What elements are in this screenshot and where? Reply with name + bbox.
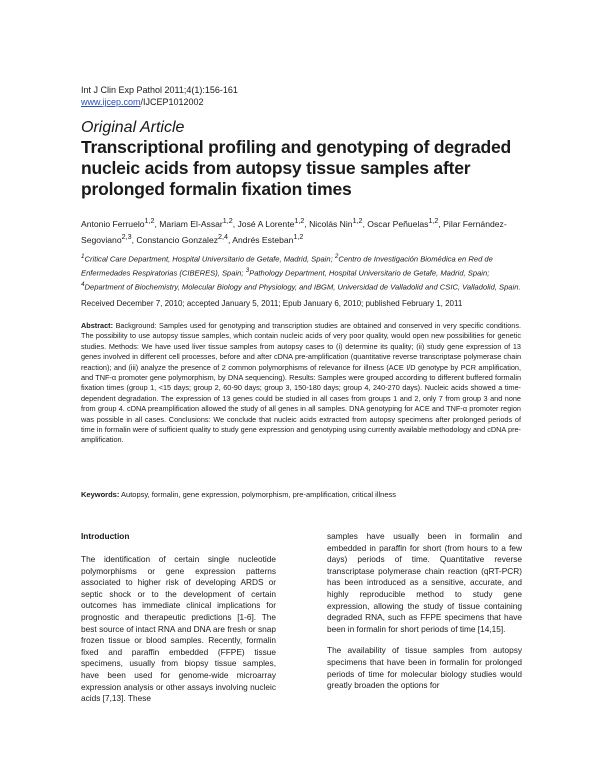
journal-doi: /IJCEP1012002 xyxy=(140,97,204,107)
paragraph: samples have usually been in formalin and embedded in paraffin for short (from hours to a few days) periods of time. Quantitative reverse transcriptase polymerase chain reaction (qRT-PCR) has been introduced as a sensitive, accurate, and highly reproducible method to study gene expression, allowing the study of tissue containing degraded RNA, such as FFPE specimens that have been in formalin for short periods of time [14,15]. xyxy=(327,531,522,634)
journal-citation: Int J Clin Exp Pathol 2011;4(1):156-161 xyxy=(81,85,238,95)
abstract xyxy=(81,321,521,446)
author-list: Antonio Ferruelo$^{1,2}$, Mariam El-Assar$^{1,2}$, José A Lorente$^{1,2}$, Nicolás Nin$^{1,2}$, Oscar Peñuelas$^{1,2}$, Pilar Fernández-Segoviano$^{2,3}$, Constancio Gonzalez$^{2,4}$, Andrés Esteban$^{1,2}$ xyxy=(81,217,507,245)
keywords-text: Autopsy, formalin, gene expression, polymorphism, pre-amplification, critical illness xyxy=(121,490,396,499)
publication-dates: Received December 7, 2010; accepted January 5, 2011; Epub January 6, 2010; published February 1, 2011 xyxy=(81,299,463,308)
section-heading-introduction: Introduction xyxy=(81,531,130,541)
keywords-label: Keywords: xyxy=(81,490,120,499)
abstract-text: Background: Samples used for genotyping and transcription studies are obtained and conserved in very specific conditions. The possibility to use autopsy tissue samples, which contain nucleic acids of very poor quality, would open new possibilities for genetic studies. Methods: We have used liver tissue samples from autopsy cases to (i) determine its quality; (ii) study gene expression of 13 genes involved in different cell processes, before and after cDNA pre-amplification (quantitative reverse transcriptase polymerase chain reaction); and (iii) analyze the presence of 2 common polymorphisms of relevance for illness (ACE I/D genotype by PCR amplification, and TNF-α promoter gene polymorphism, by DNA sequencing). Results: Samples were grouped according to different buffered formalin fixation times (group 1, <15 days; group 2, 60-90 days; group 3, 150-180 days; group 4, 240-270 days). Nucleic acids showed a time-dependent degradation. The expression of 13 genes could be studied in all cases from groups 1 and 2, only 7 from group 3 and none from group 4. cDNA preamplification allowed the study of all genes in all samples. DNA genotyping for ACE and TNF-α promoter region was possible in all cases. Conclusions: We conclude that nucleic acids extracted from autopsy specimens after prolonged periods of time in formalin were of sufficient quality to study gene expression and genotyping using currently available methodology and cDNA pre-amplification. xyxy=(81,321,521,445)
affiliations: $^1$Critical Care Department, Hospital Universitario de Getafe, Madrid, Spain; $^2$Centro de Investigación Biomédica en Red de Enfermedades Respiratorias (CIBERES), Spain; $^3$Pathology Department, Hospital Universitario de Getafe, Madrid, Spain; $^4$Department of Biochemistry, Molecular Biology and Physiology, and IBGM, Universidad de Valladolid and CSIC, Valladolid, Spain. xyxy=(81,253,521,292)
body-column-right xyxy=(327,531,522,702)
article-title: Transcriptional profiling and genotyping of degraded nucleic acids from autopsy tissue samples after prolonged formalin fixation times xyxy=(81,137,512,199)
paragraph: The availability of tissue samples from autopsy specimens that have been in formalin for prolonged periods of time for molecular biology studies would greatly broaden the options for xyxy=(327,645,522,691)
body-column-left xyxy=(81,531,276,715)
keywords xyxy=(81,489,521,500)
abstract-label: Abstract: xyxy=(81,321,114,330)
journal-url-link[interactable]: www.ijcep.com xyxy=(81,97,141,107)
journal-link-line xyxy=(81,96,238,108)
paragraph: The identification of certain single nucleotide polymorphisms or gene expression patterns associated to higher risk of developing ARDS or septic shock or to the development of certain outcomes has immediate clinical implications for prognostic and therapeutic predictions [1-6]. The best source of intact RNA and DNA are fresh or snap frozen tissue or blood samples. Recently, formalin fixed and paraffin embedded (FFPE) tissue specimens, usually from biopsy tissue samples, have been used for genome-wide microarray expression analysis or other assays involving nucleic acids [7,13]. These xyxy=(81,554,276,704)
journal-header xyxy=(81,84,238,108)
article-type: Original Article xyxy=(81,119,185,136)
